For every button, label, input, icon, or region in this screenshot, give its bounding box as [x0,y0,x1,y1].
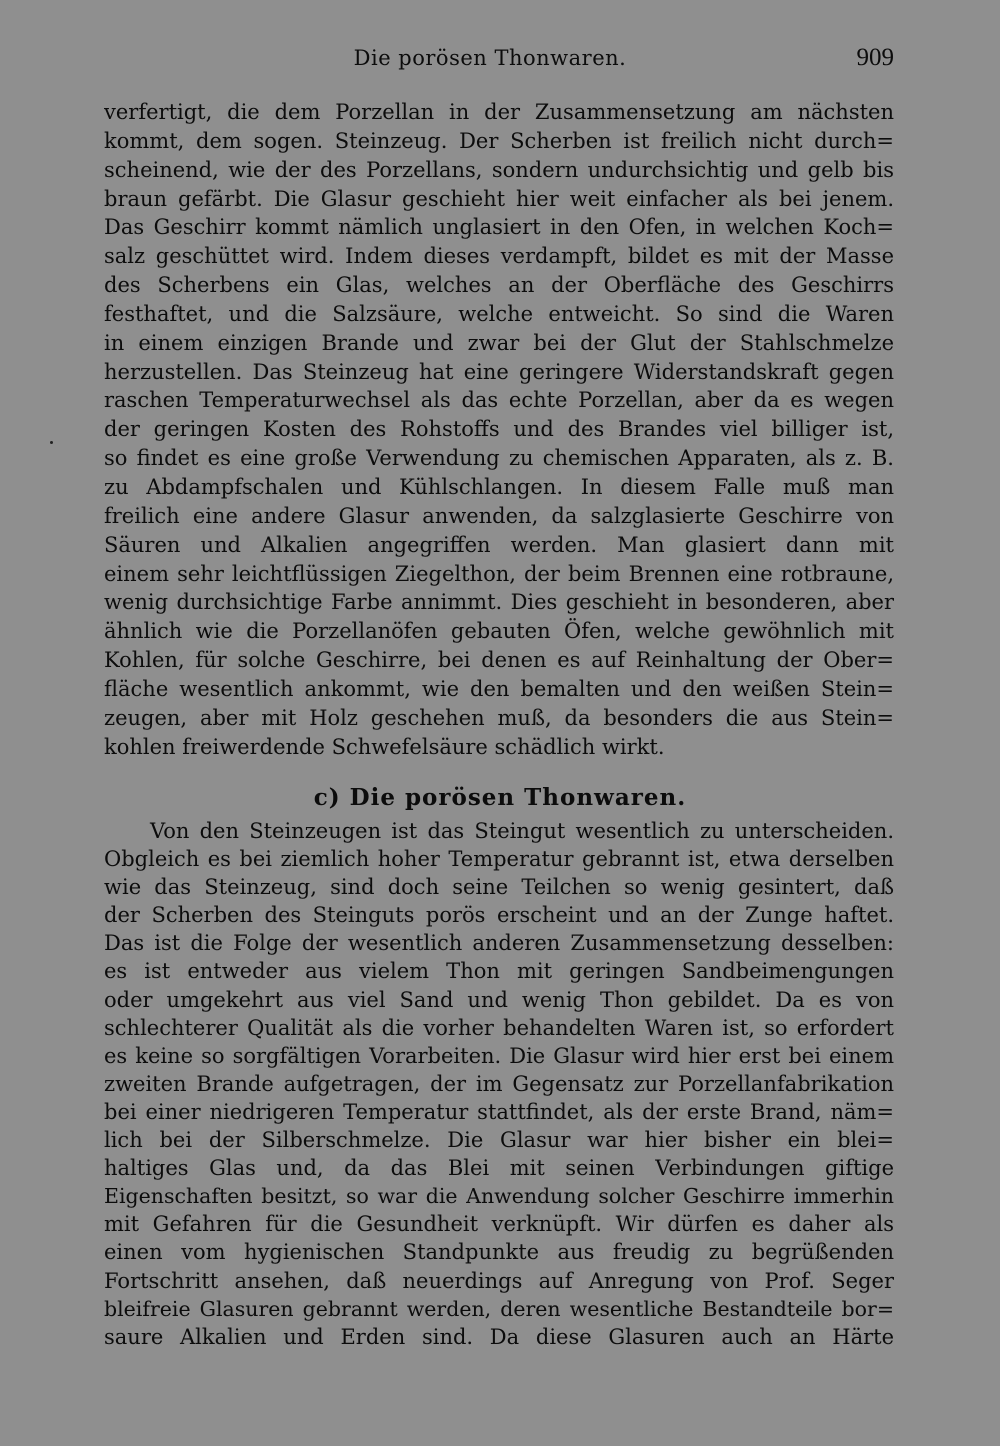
text-line: Fortschritt ansehen, daß neuerdings auf Anregung von Prof. Seger [104,1268,894,1293]
text-line: raschen Temperaturwechsel als das echte Porzellan, aber da es wegen [104,388,894,413]
text-line: der Scherben des Steinguts porös erscheint und an der Zunge haftet. [104,903,894,928]
text-line: lich bei der Silberschmelze. Die Glasur war hier bisher ein blei= [104,1128,894,1153]
text-line: saure Alkalien und Erden sind. Da diese Glasuren auch an Härte [104,1324,894,1349]
text-line: Säuren und Alkalien angegriffen werden. Man glasiert dann mit [104,532,894,557]
text-line: braun gefärbt. Die Glasur geschieht hier weit einfacher als bei jenem. [104,186,894,211]
text-line: Eigenschaften besitzt, so war die Anwendung solcher Geschirre immerhin [104,1184,894,1209]
text-line: haltiges Glas und, da das Blei mit seinen Verbindungen giftige [104,1156,894,1181]
page-number: 909 [856,44,894,71]
text-line: Das Geschirr kommt nämlich unglasiert in den Ofen, in welchen Koch= [104,215,894,240]
text-line: Von den Steinzeugen ist das Steingut wesentlich zu unterscheiden. [150,819,894,843]
text-line: so findet es eine große Verwendung zu chemischen Apparaten, als z. B. [104,446,894,471]
text-line: verfertigt, die dem Porzellan in der Zusammensetzung am nächsten [104,100,894,124]
running-title: Die porösen Thonwaren. [353,46,627,70]
section-heading: c) Die porösen Thonwaren. [313,784,687,811]
text-line: zeugen, aber mit Holz geschehen muß, da besonders die aus Stein= [104,705,894,730]
text-line: der geringen Kosten des Rohstoffs und des Brandes viel billiger ist, [104,417,894,442]
text-line: freilich eine andere Glasur anwenden, da salzglasierte Geschirre von [104,503,894,528]
text-line: es keine so sorgfältigen Vorarbeiten. Die Glasur wird hier erst bei einem [104,1043,894,1068]
text-line: schlechterer Qualität als die vorher behandelten Waren ist, so erfordert [104,1015,894,1040]
text-line: kommt, dem sogen. Steinzeug. Der Scherben ist freilich nicht durch= [104,128,894,153]
text-line: wie das Steinzeug, sind doch seine Teilchen so wenig gesintert, daß [104,875,894,900]
text-line: wenig durchsichtige Farbe annimmt. Dies geschieht in besonderen, aber [104,590,894,615]
paragraph-2 [104,817,894,1351]
text-line: festhaftet, und die Salzsäure, welche entweicht. So sind die Waren [104,301,894,326]
text-line: bleifreie Glasuren gebrannt werden, deren wesentliche Bestandteile bor= [104,1296,894,1321]
text-line: zu Abdampfschalen und Kühlschlangen. In diesem Falle muß man [104,474,894,499]
text-line: scheinend, wie der des Porzellans, sondern undurchsichtig und gelb bis [104,157,894,182]
text-line: ähnlich wie die Porzellanöfen gebauten Öfen, welche gewöhnlich mit [104,619,894,644]
text-line: zweiten Brande aufgetragen, der im Gegensatz zur Porzellanfabrikation [104,1071,894,1096]
text-line: es ist entweder aus vielem Thon mit geringen Sandbeimengungen [104,959,894,984]
text-line: salz geschüttet wird. Indem dieses verdampft, bildet es mit der Masse [104,244,894,269]
text-line: mit Gefahren für die Gesundheit verknüpft. Wir dürfen es daher als [104,1212,894,1237]
text-line: kohlen freiwerdende Schwefelsäure schädlich wirkt. [104,734,665,759]
print-speck [50,441,53,444]
text-line: Obgleich es bei ziemlich hoher Temperatur gebrannt ist, etwa derselben [104,847,894,872]
text-line: einem sehr leichtflüssigen Ziegelthon, der beim Brennen eine rotbraune, [104,561,894,586]
text-line: bei einer niedrigeren Temperatur stattfindet, als der erste Brand, näm= [104,1099,894,1124]
text-line: Das ist die Folge der wesentlich anderen Zusammensetzung desselben: [104,931,894,956]
text-line: in einem einzigen Brande und zwar bei der Glut der Stahlschmelze [104,330,894,355]
paragraph-1 [104,98,894,761]
text-line: herzustellen. Das Steinzeug hat eine geringere Widerstandskraft gegen [104,359,894,384]
text-line: fläche wesentlich ankommt, wie den bemalten und den weißen Stein= [104,676,894,701]
text-line: oder umgekehrt aus viel Sand und wenig Thon gebildet. Da es von [104,987,894,1012]
text-line: einen vom hygienischen Standpunkte aus freudig zu begrüßenden [104,1240,894,1265]
text-line: Kohlen, für solche Geschirre, bei denen es auf Reinhaltung der Ober= [104,648,894,673]
text-line: des Scherbens ein Glas, welches an der Oberfläche des Geschirrs [104,273,894,298]
